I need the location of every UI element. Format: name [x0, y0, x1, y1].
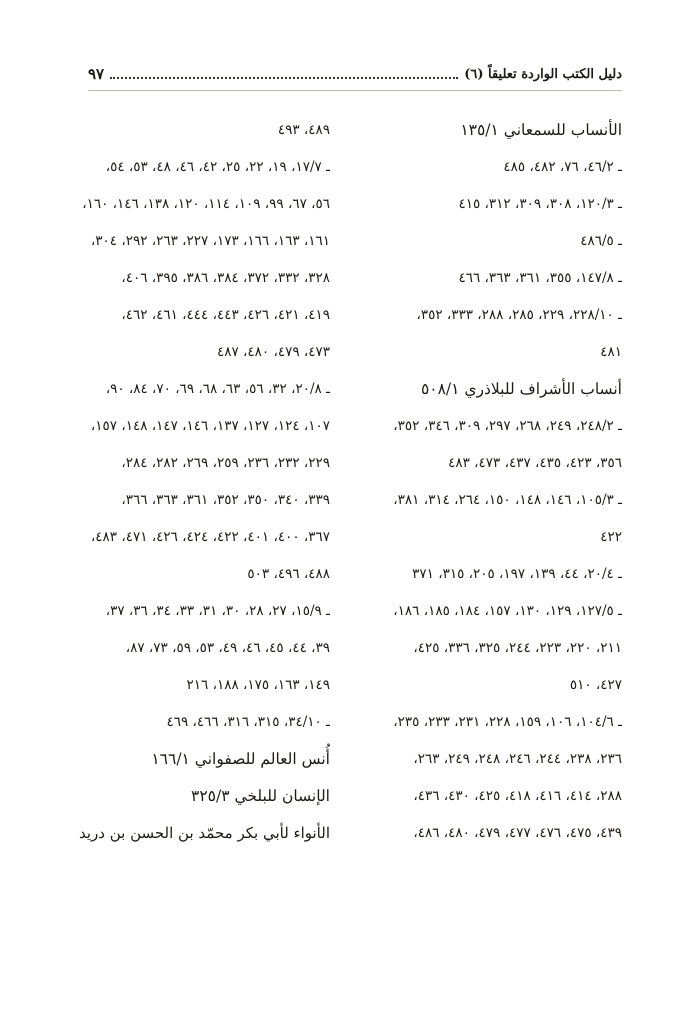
page-reference-line: ـ ٢٠/٨، ٣٢، ٥٦، ٦٣، ٦٨، ٦٩، ٧٠، ٨٤، ٩٠، — [105, 381, 330, 397]
page-reference-line: ٢١١، ٢٢٠، ٢٢٣، ٢٤٤، ٣٢٥، ٣٣٦، ٤٢٥، — [413, 640, 622, 656]
page-reference-line: ـ ٢٠/٤، ٤٤، ١٣٩، ١٩٧، ٢٠٥، ٣١٥، ٣٧١ — [412, 566, 622, 582]
page-reference-line: ٤٧٣، ٤٧٩، ٤٨٠، ٤٨٧ — [216, 344, 330, 360]
page-reference-line: ١٠٧، ١٢٤، ١٢٧، ١٣٧، ١٤٦، ١٤٧، ١٤٨، ١٥٧، — [90, 418, 330, 434]
page-reference-line: ـ ١٠٥/٣، ١٤٦، ١٤٨، ١٥٠، ٢٦٤، ٣١٤، ٣٨١، — [393, 492, 622, 508]
page-reference-line: ٣٦٧، ٤٠٠، ٤٠١، ٤٢٢، ٤٢٤، ٤٢٦، ٤٧١، ٤٨٣، — [90, 529, 330, 545]
page-reference-line: ـ ٣٤/١٠، ٣١٥، ٣١٦، ٤٦٦، ٤٦٩ — [166, 714, 330, 730]
page-reference-line: ٤٨١ — [600, 344, 622, 360]
page-reference-line: ـ ٤٨٦/٥ — [580, 233, 622, 249]
page-number: ٩٧ — [88, 65, 105, 83]
page-reference-line: ٤٣٩، ٤٧٥، ٤٧٦، ٤٧٧، ٤٧٩، ٤٨٠، ٤٨٦، — [413, 825, 622, 841]
page-reference-line: ـ ١٢٧/٥، ١٢٩، ١٣٠، ١٥٧، ١٨٤، ١٨٥، ١٨٦، — [393, 603, 622, 619]
page-reference-line: ١٦١، ١٦٣، ١٦٦، ١٧٣، ٢٢٧، ٢٦٣، ٢٩٢، ٣٠٤، — [90, 233, 330, 249]
page-reference-line: ٣٩، ٤٤، ٤٥، ٤٦، ٤٩، ٥٣، ٥٩، ٧٣، ٨٧، — [125, 640, 330, 656]
header-rule — [88, 90, 622, 91]
leader-dots — [110, 77, 458, 79]
page-reference-line: ـ ١٥/٩، ٢٧، ٢٨، ٣٠، ٣١، ٣٣، ٣٤، ٣٦، ٣٧، — [105, 603, 330, 619]
book-title-entry: أُنس العالم للصفواني ١٦٦/١ — [151, 750, 330, 768]
page-reference-line: ٢٣٦، ٢٣٨، ٢٤٤، ٢٤٦، ٢٤٨، ٢٤٩، ٢٦٣، — [413, 751, 622, 767]
page-reference-line: ٢٨٨، ٤١٤، ٤١٦، ٤١٨، ٤٢٥، ٤٣٠، ٤٣٦، — [413, 788, 622, 804]
page-reference-line: ـ ٤٦/٢، ٧٦، ٤٨٢، ٤٨٥ — [503, 159, 622, 175]
book-title-entry: الإنسان للبلخي ٣٢٥/٣ — [191, 787, 330, 805]
page-reference-line: ٤٢٧، ٥١٠ — [569, 677, 622, 693]
page-reference-line: ـ ١٧/٧، ١٩، ٢٢، ٢٥، ٤٢، ٤٦، ٤٨، ٥٣، ٥٤، — [105, 159, 330, 175]
page-reference-line: ٢٢٩، ٢٣٢، ٢٣٦، ٢٥٩، ٢٦٩، ٢٨٢، ٢٨٤، — [121, 455, 330, 471]
page-reference-line: ١٤٩، ١٦٣، ١٧٥، ١٨٨، ٢١٦ — [186, 677, 330, 693]
page-reference-line: ـ ٢٤٨/٢، ٢٤٩، ٢٦٨، ٢٩٧، ٣٠٩، ٣٤٦، ٣٥٢، — [393, 418, 622, 434]
book-title-entry: الأنساب للسمعاني ١٣٥/١ — [460, 121, 622, 139]
page-reference-line: ـ ١٤٧/٨، ٣٥٥، ٣٦١، ٣٦٣، ٤٦٦ — [458, 270, 622, 286]
page-reference-line: ٤٨٨، ٤٩٦، ٥٠٣ — [247, 566, 330, 582]
page-reference-line: ٣٢٨، ٣٣٢، ٣٧٢، ٣٨٤، ٣٨٦، ٣٩٥، ٤٠٦، — [121, 270, 330, 286]
page-reference-line: ـ ٢٢٨/١٠، ٢٢٩، ٢٨٥، ٢٨٨، ٣٣٣، ٣٥٢، — [416, 307, 622, 323]
running-header — [88, 62, 622, 86]
page-reference-line: ـ ١٢٠/٣، ٣٠٨، ٣٠٩، ٣١٢، ٤١٥ — [458, 196, 622, 212]
page-reference-line: ٥٦، ٦٧، ٩٩، ١٠٩، ١١٤، ١٢٠، ١٣٨، ١٤٦، ١٦٠، — [82, 196, 330, 212]
running-header-title: دليل الكتب الواردة تعليقاً (٦) — [464, 66, 622, 82]
page-reference-line: ٤٨٩، ٤٩٣ — [277, 122, 330, 138]
left-column — [80, 112, 330, 852]
page-reference-line: ٤٢٢ — [600, 529, 622, 545]
page-reference-line: ٣٥٦، ٤٢٣، ٤٣٥، ٤٣٧، ٤٧٣، ٤٨٣ — [448, 455, 622, 471]
book-title-entry: أنساب الأشراف للبلاذري ٥٠٨/١ — [420, 380, 622, 398]
page-reference-line: ٤١٩، ٤٢١، ٤٢٦، ٤٤٣، ٤٤٤، ٤٦١، ٤٦٢، — [121, 307, 330, 323]
book-title-entry: الأنواء لأبي بكر محمّد بن الحسن بن دريد — [78, 824, 330, 842]
page-reference-line: ـ ١٠٤/٦، ١٠٦، ١٥٩، ٢٢٨، ٢٣١، ٢٣٣، ٢٣٥، — [393, 714, 622, 730]
page-reference-line: ٣٣٩، ٣٤٠، ٣٥٠، ٣٥٢، ٣٦١، ٣٦٣، ٣٦٦، — [121, 492, 330, 508]
right-column — [372, 112, 622, 852]
